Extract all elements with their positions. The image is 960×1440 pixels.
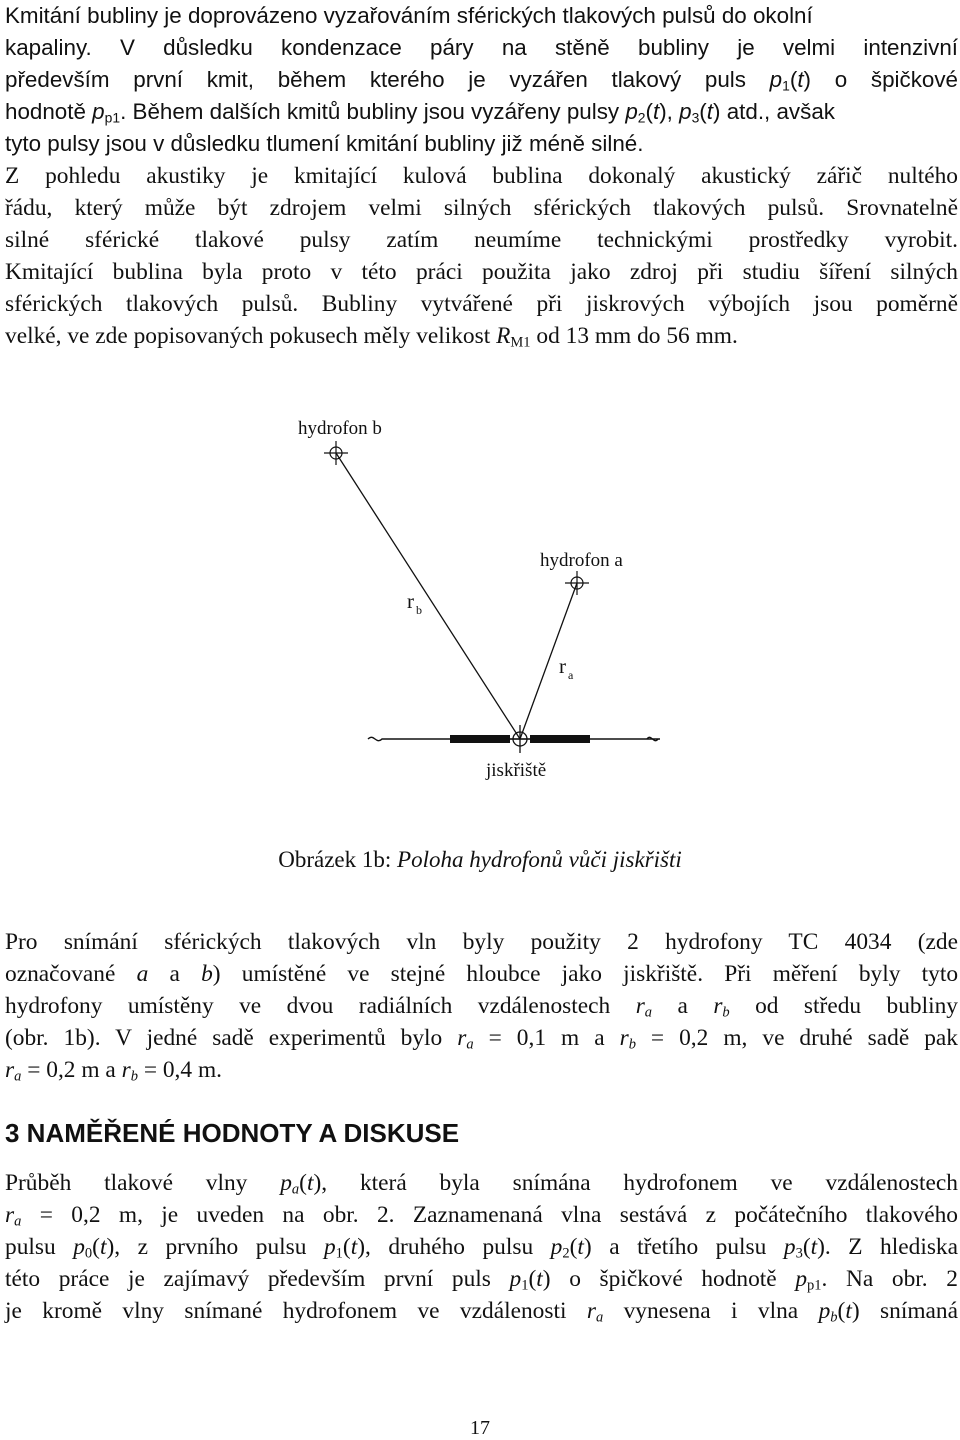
symbol: p — [280, 1170, 292, 1196]
subscript: 2 — [562, 1245, 570, 1262]
text-line — [5, 192, 958, 224]
symbol: r — [457, 1025, 467, 1051]
text: atd., avšak — [720, 99, 835, 124]
text: ) — [803, 67, 812, 92]
label-rb: r $_b$ — [407, 589, 422, 617]
text: ( — [569, 1234, 578, 1260]
text: ) — [659, 99, 667, 124]
symbol: t — [810, 1234, 818, 1260]
text: ( — [645, 99, 653, 124]
text: ) — [583, 1234, 592, 1260]
label-ra: r $_a$ — [559, 654, 574, 682]
symbol: p — [679, 99, 692, 124]
text: ( — [802, 1234, 811, 1260]
symbol: p — [783, 1234, 796, 1260]
symbol: p — [795, 1266, 808, 1292]
subscript: a — [14, 1068, 22, 1085]
text: = 0,2 m a — [21, 1057, 122, 1083]
text-line — [5, 320, 958, 352]
text: ( — [299, 1170, 307, 1196]
text: . Během dalších kmitů bubliny jsou vyzářeny pulsy — [120, 99, 626, 124]
text-line — [5, 64, 958, 96]
text: je kromě vlny snímané hydrofonem ve vzdálenosti — [5, 1298, 587, 1324]
text: , která byla snímána hydrofonem ve vzdálenostech — [321, 1170, 958, 1196]
symbol: p — [818, 1298, 831, 1324]
paragraph-intro — [5, 0, 958, 160]
text: , — [666, 99, 680, 124]
text: vynesena i vlna — [603, 1298, 819, 1324]
subscript: 2 — [637, 109, 646, 126]
text: o špičkové hodnotě — [550, 1266, 796, 1292]
symbol: r — [713, 993, 723, 1019]
text: ( — [342, 1234, 351, 1260]
text-line — [5, 958, 958, 990]
text: a třetího pulsu — [591, 1234, 784, 1260]
text: Pro snímání sférických tlakových vln byly použity 2 hydrofony TC 4034 (zde — [5, 929, 958, 955]
text: ( — [837, 1298, 846, 1324]
text: ) — [313, 1170, 322, 1196]
text: = 0,4 m. — [137, 1057, 222, 1083]
subscript: 1 — [335, 1245, 343, 1262]
text-line — [5, 1263, 958, 1295]
symbol: p — [550, 1234, 563, 1260]
text-line — [5, 128, 958, 160]
subscript: a — [291, 1181, 300, 1198]
text: (obr. 1b). V jedné sadě experimentů bylo — [5, 1025, 458, 1051]
text-line — [5, 96, 958, 128]
page-number: 17 — [470, 1417, 490, 1439]
text: Kmitající bublina byla proto v této práci použita jako zdroj při studiu šíření silných — [5, 259, 958, 285]
paragraph-hydrophones — [5, 926, 958, 1086]
symbol: p — [73, 1234, 85, 1260]
subscript: a — [595, 1309, 604, 1326]
text: snímaná — [859, 1298, 958, 1324]
text: ) — [357, 1234, 365, 1260]
text-line — [5, 160, 958, 192]
symbol: t — [350, 1234, 358, 1260]
symbol: p — [509, 1266, 522, 1292]
symbol: p — [323, 1234, 336, 1260]
text-line — [5, 926, 958, 958]
symbol: t — [652, 99, 660, 124]
text: ) umístěné ve stejné hloubce jako jiskřiště. Při měření byly tyto — [212, 961, 959, 987]
text: této práce je zajímavý především první puls — [5, 1266, 510, 1292]
text: a — [652, 993, 714, 1019]
text: Průběh tlakové vlny — [5, 1170, 281, 1196]
symbol: r — [5, 1057, 15, 1083]
text-line — [5, 1054, 958, 1086]
text: sférických tlakových pulsů. Bubliny vytvářené při jiskrových výbojích jsou poměrně — [5, 291, 958, 317]
text: od 13 mm do 56 mm. — [530, 323, 738, 349]
symbol: b — [201, 961, 213, 987]
symbol: R — [496, 323, 511, 349]
text-line — [5, 1295, 958, 1327]
text: od středu bubliny — [729, 993, 959, 1019]
text-line — [5, 990, 958, 1022]
caption-prefix: Obrázek 1b: — [278, 847, 398, 872]
text: = 0,2 m, je uveden na obr. 2. Zaznamenaná vlna sestává z počátečního tlakového — [21, 1202, 958, 1228]
text: . Na obr. 2 — [821, 1266, 958, 1292]
text: označované — [5, 961, 137, 987]
text-line — [5, 288, 958, 320]
text: tyto pulsy jsou v důsledku tlumení kmitání bubliny již méně silné. — [5, 131, 644, 156]
distance-line-rb — [336, 453, 520, 739]
text: ( — [528, 1266, 537, 1292]
label-jiskriste: jiskřiště — [486, 760, 547, 781]
text: , druhého pulsu — [364, 1234, 551, 1260]
text: silné sférické tlakové pulsy zatím neumíme technickými prostředky vyrobit. — [5, 227, 958, 253]
subscript: 1 — [521, 1277, 529, 1294]
text: . Z hlediska — [824, 1234, 958, 1260]
paragraph-results — [5, 1167, 958, 1327]
text: ) — [542, 1266, 551, 1292]
label-hydrofon-b: hydrofon b — [298, 418, 382, 439]
subscript: 3 — [795, 1245, 803, 1262]
subscript: 0 — [84, 1245, 93, 1262]
text: ) — [106, 1234, 115, 1260]
symbol: p — [92, 99, 105, 124]
text-line — [5, 0, 958, 32]
figure-caption — [0, 845, 960, 875]
text: ( — [699, 99, 707, 124]
spark-gap-marker — [506, 725, 534, 753]
text-line — [5, 256, 958, 288]
label-hydrofon-a: hydrofon a — [540, 550, 623, 571]
subscript: M1 — [510, 334, 531, 351]
symbol: p — [625, 99, 638, 124]
subscript: p1 — [104, 109, 121, 126]
text: řádu, který může být zdrojem velmi silných sférických tlakových pulsů. Srovnatelně — [5, 195, 958, 221]
caption-text: Poloha hydrofonů vůči jiskřišti — [397, 847, 682, 872]
text-line — [5, 1199, 958, 1231]
text: Z pohledu akustiky je kmitající kulová bublina dokonalý akustický zářič nultého — [5, 163, 958, 189]
symbol: t — [306, 1170, 314, 1196]
text: = 0,2 m, ve druhé sadě pak — [635, 1025, 959, 1051]
text-line — [5, 32, 958, 64]
text: hydrofony umístěny ve dvou radiálních vzdálenostech — [5, 993, 636, 1019]
symbol: t — [706, 99, 713, 124]
text: velké, ve zde popisovaných pokusech měly velikost — [5, 323, 497, 349]
text: kapaliny. V důsledku kondenzace páry na stěně bubliny je velmi intenzivní — [5, 35, 958, 60]
subscript: b — [130, 1068, 138, 1085]
text: ( — [789, 67, 798, 92]
distance-line-ra — [520, 583, 577, 739]
text-line — [5, 224, 958, 256]
text-line — [5, 1022, 958, 1054]
text: pulsu — [5, 1234, 74, 1260]
symbol: t — [99, 1234, 107, 1260]
text: ) — [851, 1298, 860, 1324]
subscript: 3 — [691, 109, 700, 126]
text: , z prvního pulsu — [114, 1234, 324, 1260]
symbol: r — [619, 1025, 629, 1051]
text: Kmitání bubliny je doprovázeno vyzařováním sférických tlakových pulsů do okolní — [5, 3, 813, 28]
subscript: 1 — [782, 77, 790, 94]
text: o špičkové — [811, 67, 958, 92]
text: především první kmit, během kterého je vyzářen tlakový puls — [5, 67, 770, 92]
symbol: t — [845, 1298, 852, 1324]
subscript: p1 — [807, 1277, 822, 1294]
symbol: r — [5, 1202, 15, 1228]
text: ) — [817, 1234, 825, 1260]
text: ) — [713, 99, 721, 124]
figure-hydrophone-position — [280, 410, 660, 790]
symbol: p — [769, 67, 783, 92]
symbol: r — [121, 1057, 131, 1083]
text: a — [148, 961, 202, 987]
subscript: a — [644, 1004, 653, 1021]
subscript: b — [830, 1309, 838, 1326]
symbol: t — [797, 67, 804, 92]
text: hodnotě — [5, 99, 93, 124]
paragraph-acoustics — [5, 160, 958, 352]
subscript: b — [722, 1004, 730, 1021]
symbol: t — [577, 1234, 584, 1260]
symbol: r — [586, 1298, 596, 1324]
subscript: a — [14, 1213, 22, 1230]
text: = 0,1 m a — [473, 1025, 620, 1051]
text: ( — [92, 1234, 100, 1260]
subscript: a — [466, 1036, 474, 1053]
symbol: a — [136, 961, 149, 987]
section-heading: 3 NAMĚŘENÉ HODNOTY A DISKUSE — [5, 1118, 460, 1148]
text-line — [5, 1231, 958, 1263]
text-line — [5, 1167, 958, 1199]
subscript: b — [628, 1036, 636, 1053]
symbol: r — [635, 993, 645, 1019]
symbol: t — [536, 1266, 543, 1292]
